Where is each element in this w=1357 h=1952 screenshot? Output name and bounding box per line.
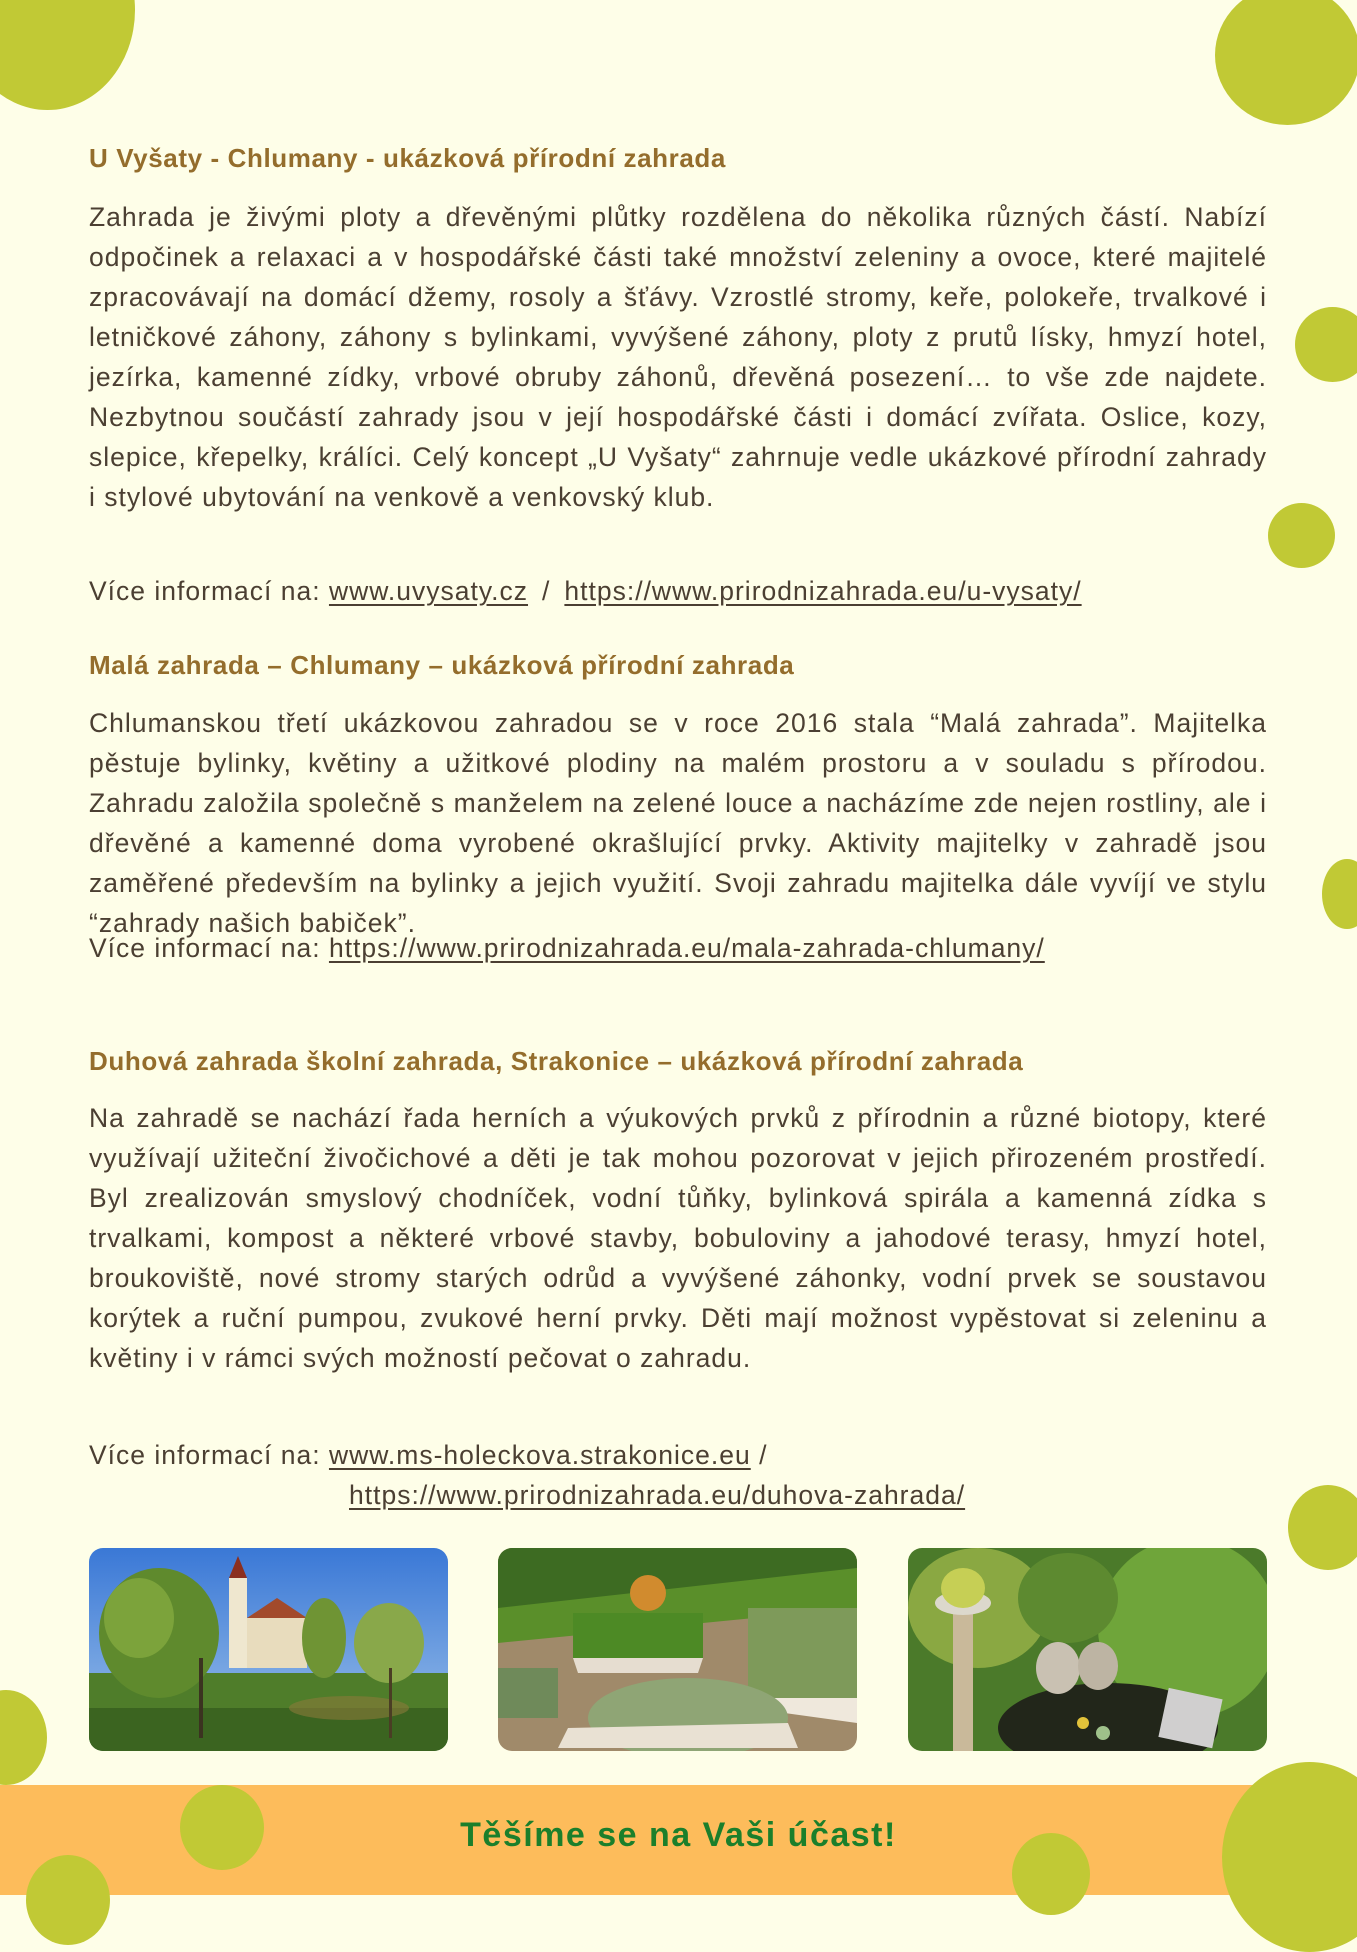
more-info-line (89, 933, 1045, 964)
link-ms-holeckova[interactable]: www.ms-holeckova.strakonice.eu (328, 1440, 751, 1470)
section-paragraph: Chlumanskou třetí ukázkovou zahradou se v roce 2016 stala “Malá zahrada”. Majitelka pěstuje bylinky, květiny a užitkové plodiny na malém prostoru a v souladu s přírodou. Zahradu založila společně s manželem na zelené louce a nacházíme zde nejen rostliny, ale i dřevěné a kamenné doma vyrobené okrašlující prvky. Aktivity majitelky v zahradě jsou zaměřené především na bylinky a jejich využití. Svoji zahradu majitelka dále vyvíjí ve stylu “zahrady našich babiček”. (89, 708, 1267, 938)
more-info-label: Více informací na: (89, 1440, 321, 1470)
section-heading: U Vyšaty - Chlumany - ukázková přírodní zahrada (89, 143, 726, 173)
decorative-dot (26, 1855, 110, 1945)
more-info-label: Více informací na: (89, 933, 321, 963)
pond-photo (908, 1548, 1267, 1751)
decorative-dot (0, 1690, 47, 1785)
more-info-line (89, 576, 1082, 607)
more-info-label: Více informací na: (89, 576, 321, 606)
link-prirodnizahrada-duhova-zahrada[interactable]: https://www.prirodnizahrada.eu/duhova-zahrada/ (349, 1480, 966, 1510)
more-info-line (89, 1440, 767, 1471)
more-info-line-continued (349, 1480, 965, 1511)
link-separator: / (759, 1440, 768, 1470)
decorative-dot (1288, 1485, 1357, 1570)
raised-beds-photo (498, 1548, 857, 1751)
section-paragraph: Na zahradě se nachází řada herních a výukových prvků z přírodnin a různé biotopy, které využívají užiteční živočichové a děti je tak mohou pozorovat v jejich přirozeném prostředí. Byl zrealizován smyslový chodníček, vodní tůňky, bylinková spirála a kamenná zídka s trvalkami, kompost a některé vrbové stavby, bobuloviny a jahodové terasy, hmyzí hotel, broukoviště, nové stromy starých odrůd a vyvýšené záhonky, vodní prvek se soustavou korýtek a ruční pumpou, zvukové herní prvky. Děti mají možnost vypěstovat si zeleninu a květiny i v rámci svých možností pečovat o zahradu. (89, 1103, 1267, 1373)
decorative-dot (0, 0, 135, 110)
decorative-dot (1268, 503, 1335, 568)
section-paragraph: Zahrada je živými ploty a dřevěnými plůtky rozdělena do několika různých částí. Nabízí odpočinek a relaxaci a v hospodářské části také množství zeleniny a ovoce, které majitelé zpracovávají na domácí džemy, rosoly a šťávy. Vzrostlé stromy, keře, polokeře, trvalkové i letničkové záhony, záhony s bylinkami, vyvýšené záhony, ploty z prutů lísky, hmyzí hotel, jezírka, kamenné zídky, vrbové obruby záhonů, dřevěná posezení… to vše zde najdete. Nezbytnou součástí zahrady jsou v její hospodářské části i domácí zvířata. Oslice, kozy, slepice, křepelky, králíci. Celý koncept „U Vyšaty“ zahrnuje vedle ukázkové přírodní zahrady i stylové ubytování na venkově a venkovský klub. (89, 202, 1267, 512)
church-garden-image (89, 1548, 448, 1751)
section-heading: Duhová zahrada školní zahrada, Strakonice – ukázková přírodní zahrada (89, 1046, 1024, 1076)
raised-beds-image (498, 1548, 857, 1751)
section-heading: Malá zahrada – Chlumany – ukázková přírodní zahrada (89, 650, 795, 680)
link-separator: / (542, 576, 551, 606)
decorative-dot (1215, 0, 1357, 125)
link-prirodnizahrada-mala-zahrada[interactable]: https://www.prirodnizahrada.eu/mala-zahrada-chlumany/ (328, 933, 1045, 963)
link-prirodnizahrada-u-vysaty[interactable]: https://www.prirodnizahrada.eu/u-vysaty/ (564, 576, 1082, 606)
link-uvysaty[interactable]: www.uvysaty.cz (328, 576, 529, 606)
footer-message: Těšíme se na Vaši účast! (460, 1816, 897, 1854)
decorative-dot (1322, 859, 1357, 929)
pond-image (908, 1548, 1267, 1751)
church-garden-photo (89, 1548, 448, 1751)
decorative-dot (1295, 307, 1357, 382)
